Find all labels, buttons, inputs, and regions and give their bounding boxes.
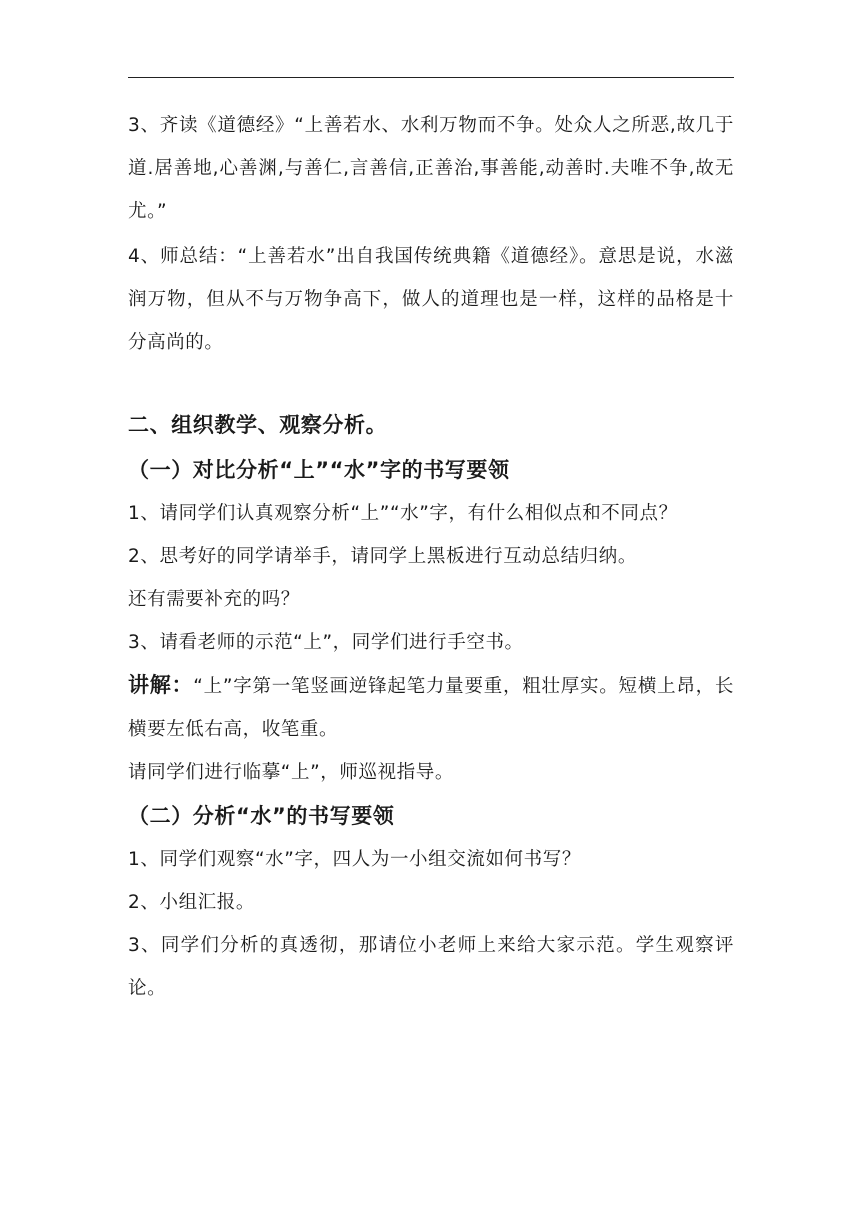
list-item: 还有需要补充的吗？ [128, 589, 300, 610]
explanation-label: 讲解： [128, 673, 194, 697]
list-item: 3、同学们分析的真透彻，那请位小老师上来给大家示范。学生观察评论。 [128, 935, 734, 999]
section-heading: 二、组织教学、观察分析。 [128, 413, 388, 437]
list-item: 2、思考好的同学请举手，请同学上黑板进行互动总结归纳。 [128, 546, 637, 567]
spacer [128, 364, 734, 402]
document-body [128, 104, 734, 1010]
list-item: 1、请同学们认真观察分析“上”“水”字，有什么相似点和不同点？ [128, 503, 678, 524]
list-item: 请同学们进行临摹“上”，师巡视指导。 [128, 762, 454, 783]
paragraph-summary: 4、师总结：“上善若水”出自我国传统典籍《道德经》。意思是说，水滋润万物，但从不与万物争高下，做人的道理也是一样，这样的品格是十分高尚的。 [128, 246, 734, 353]
header-rule [128, 77, 734, 78]
subsection-heading-1: （一）对比分析“上”“水”字的书写要领 [128, 458, 510, 482]
subsection-heading-2: （二）分析“水”的书写要领 [128, 804, 395, 828]
list-item: 3、请看老师的示范“上”，同学们进行手空书。 [128, 632, 524, 653]
explanation-paragraph [128, 664, 734, 751]
paragraph-recite: 3、齐读《道德经》“上善若水、水利万物而不争。处众人之所恶,故几于道.居善地,心善渊,与善仁,言善信,正善治,事善能,动善时.夫唯不争,故无尤。” [128, 115, 734, 222]
list-item: 2、小组汇报。 [128, 892, 255, 913]
explanation-text: “上”字第一笔竖画逆锋起笔力量要重，粗壮厚实。短横上昂，长横要左低右高，收笔重。 [128, 676, 734, 740]
list-item: 1、同学们观察“水”字，四人为一小组交流如何书写？ [128, 849, 581, 870]
